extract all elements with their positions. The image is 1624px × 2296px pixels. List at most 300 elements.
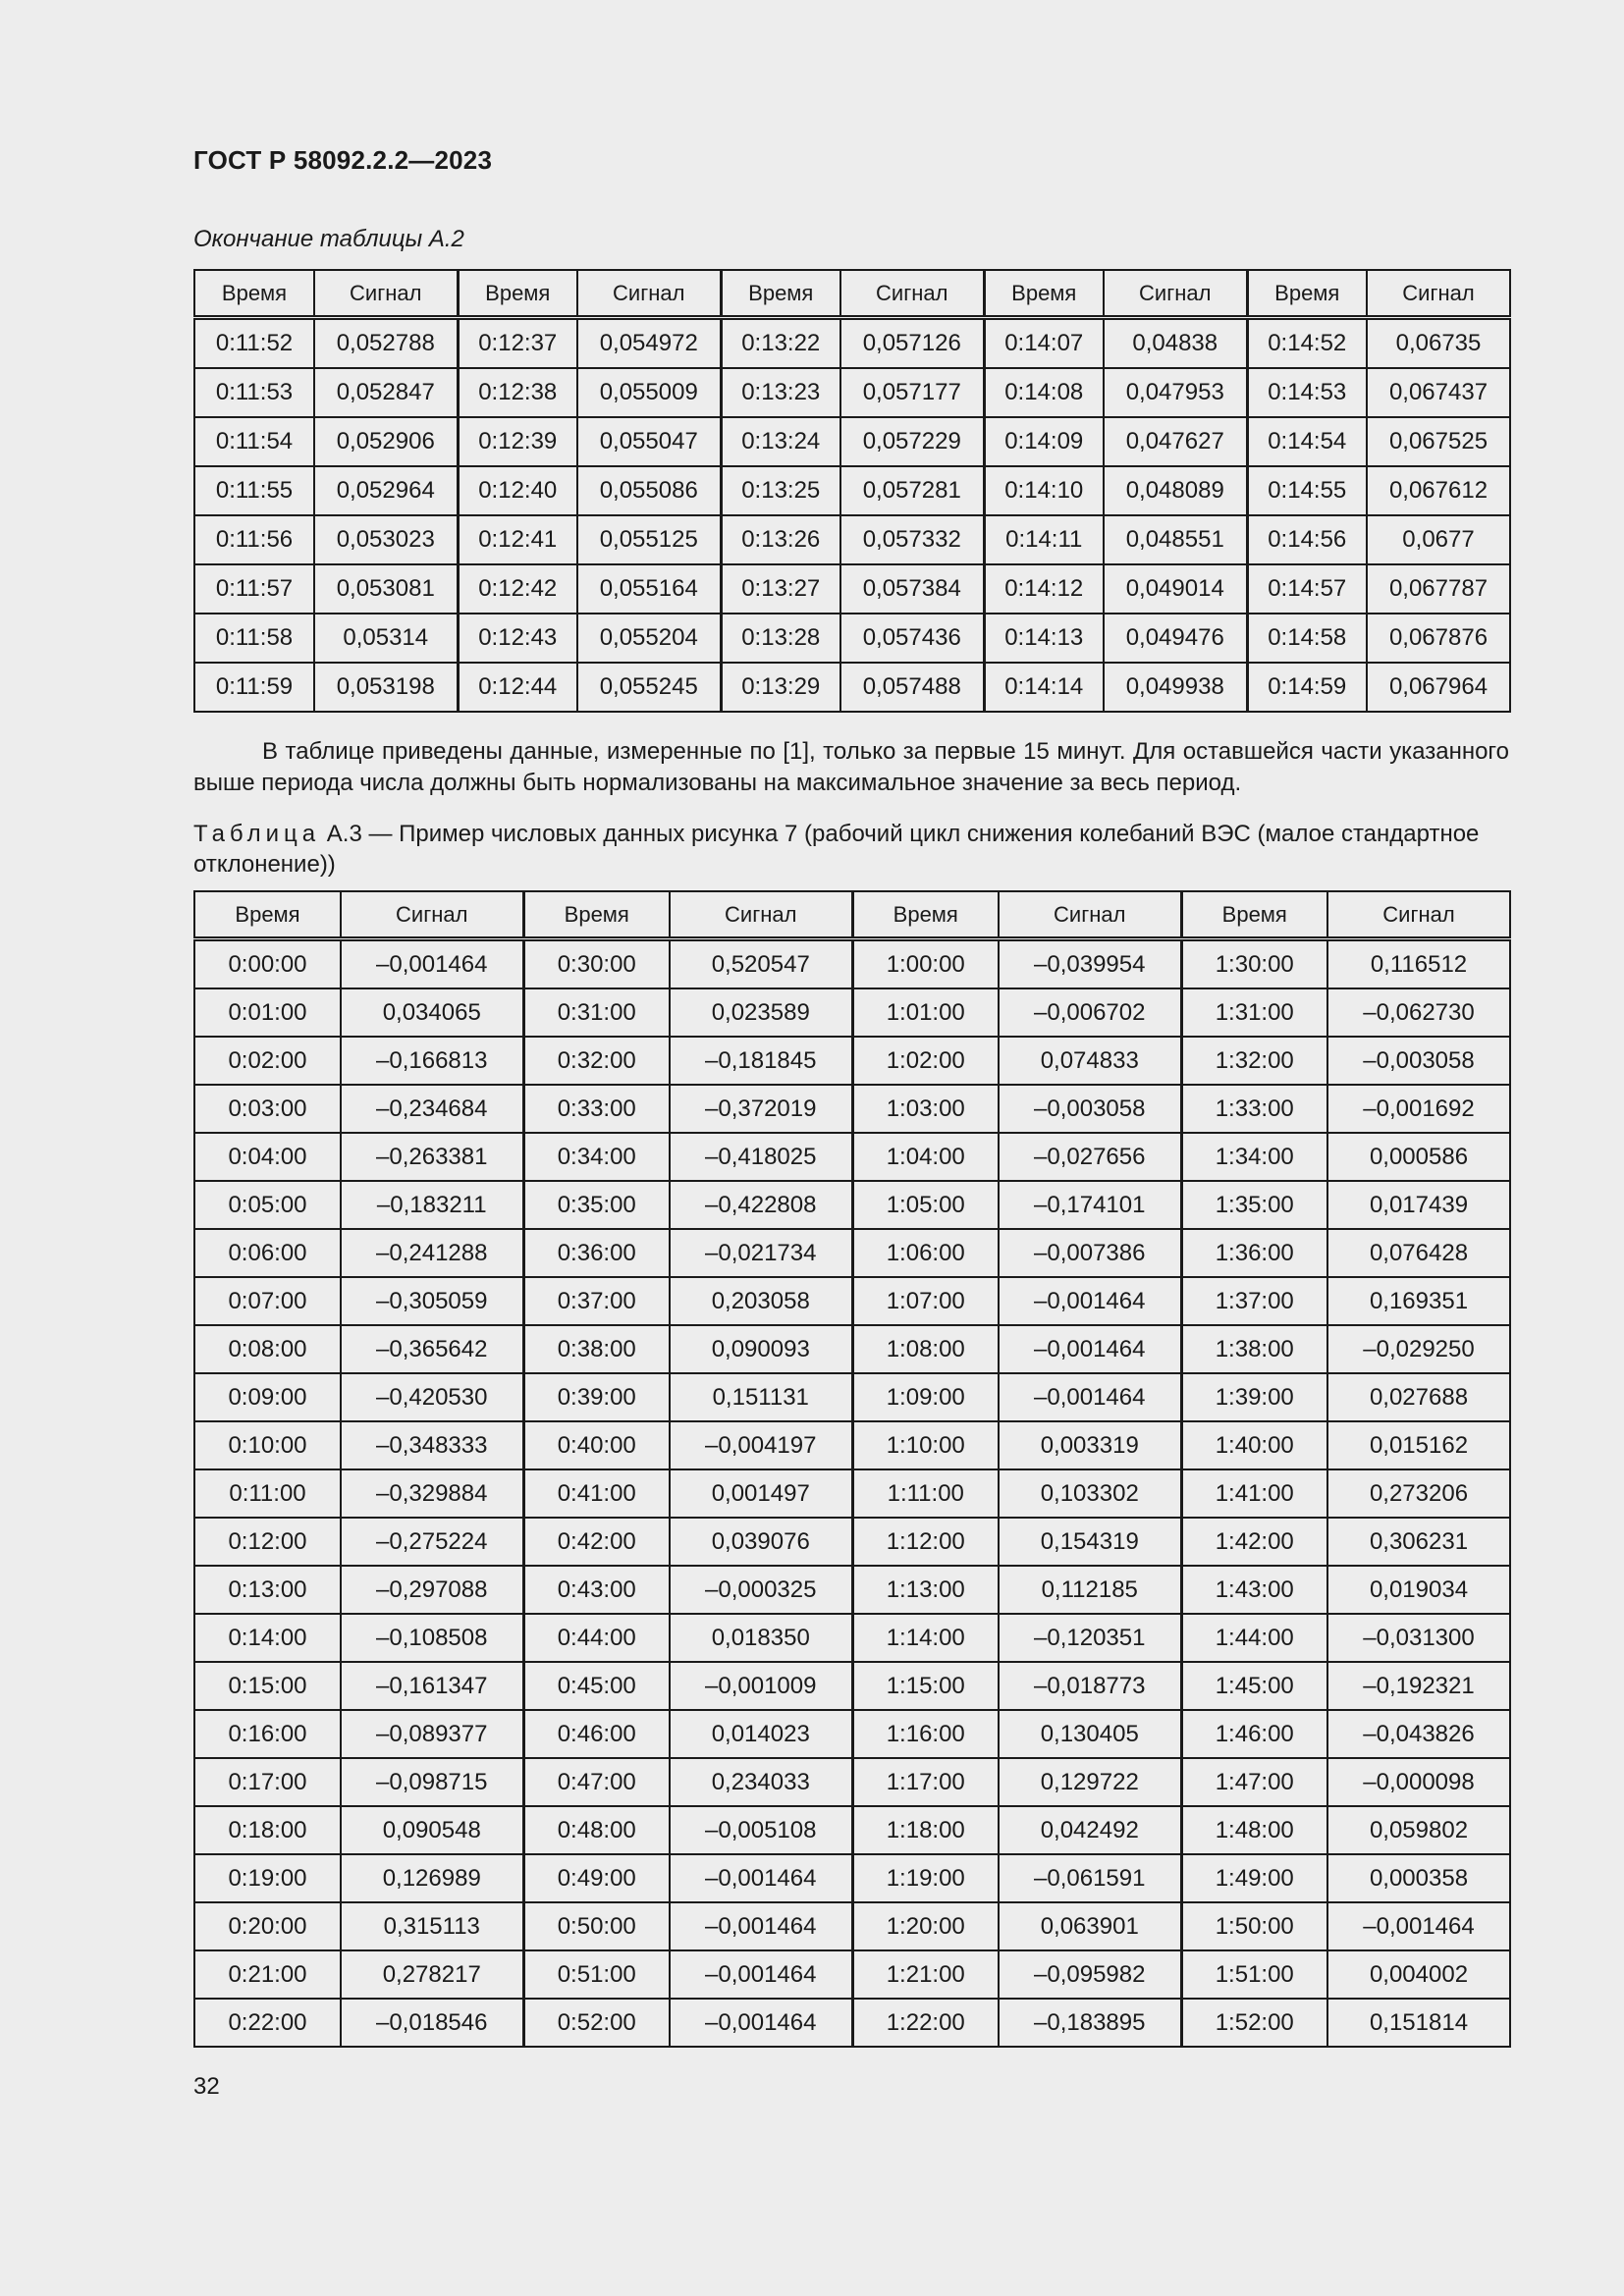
signal-cell: 0,055125	[577, 515, 721, 564]
signal-cell: –0,001464	[670, 1999, 852, 2047]
time-cell: 1:09:00	[852, 1373, 999, 1421]
signal-cell: –0,000098	[1327, 1758, 1510, 1806]
signal-cell: –0,001009	[670, 1662, 852, 1710]
signal-cell: –0,089377	[341, 1710, 523, 1758]
time-cell: 0:13:25	[721, 466, 840, 515]
signal-cell: 0,057384	[840, 564, 984, 614]
time-cell: 0:12:40	[458, 466, 577, 515]
signal-cell: –0,095982	[999, 1950, 1181, 1999]
time-cell: 1:34:00	[1181, 1133, 1327, 1181]
time-cell: 0:12:37	[458, 318, 577, 369]
signal-cell: 0,520547	[670, 939, 852, 989]
signal-cell: –0,006702	[999, 988, 1181, 1037]
signal-cell: 0,034065	[341, 988, 523, 1037]
signal-cell: 0,055009	[577, 368, 721, 417]
signal-cell: 0,04838	[1104, 318, 1247, 369]
signal-cell: –0,039954	[999, 939, 1181, 989]
body-paragraph	[193, 736, 1509, 799]
signal-cell: –0,365642	[341, 1325, 523, 1373]
time-cell: 1:30:00	[1181, 939, 1327, 989]
table-row	[194, 614, 1510, 663]
time-cell: 1:03:00	[852, 1085, 999, 1133]
signal-cell: 0,000358	[1327, 1854, 1510, 1902]
column-header: Время	[984, 270, 1104, 318]
signal-cell: 0,055086	[577, 466, 721, 515]
column-header: Время	[458, 270, 577, 318]
signal-cell: 0,052964	[314, 466, 458, 515]
signal-cell: 0,057436	[840, 614, 984, 663]
table-row	[194, 1854, 1510, 1902]
time-cell: 0:19:00	[194, 1854, 341, 1902]
time-cell: 0:51:00	[523, 1950, 670, 1999]
table-row	[194, 1662, 1510, 1710]
signal-cell: –0,420530	[341, 1373, 523, 1421]
signal-cell: –0,001464	[341, 939, 523, 989]
time-cell: 1:33:00	[1181, 1085, 1327, 1133]
time-cell: 0:10:00	[194, 1421, 341, 1469]
table-a3	[193, 890, 1511, 2048]
signal-cell: 0,057177	[840, 368, 984, 417]
time-cell: 0:16:00	[194, 1710, 341, 1758]
signal-cell: –0,018773	[999, 1662, 1181, 1710]
table-row	[194, 368, 1510, 417]
signal-cell: –0,018546	[341, 1999, 523, 2047]
time-cell: 1:20:00	[852, 1902, 999, 1950]
time-cell: 0:11:57	[194, 564, 314, 614]
time-cell: 0:13:22	[721, 318, 840, 369]
time-cell: 1:36:00	[1181, 1229, 1327, 1277]
time-cell: 1:45:00	[1181, 1662, 1327, 1710]
signal-cell: –0,001464	[670, 1854, 852, 1902]
signal-cell: 0,017439	[1327, 1181, 1510, 1229]
time-cell: 0:14:59	[1247, 663, 1367, 712]
time-cell: 0:07:00	[194, 1277, 341, 1325]
table-a2	[193, 269, 1511, 713]
signal-cell: –0,021734	[670, 1229, 852, 1277]
time-cell: 0:12:43	[458, 614, 577, 663]
column-header: Сигнал	[1367, 270, 1510, 318]
signal-cell: 0,234033	[670, 1758, 852, 1806]
time-cell: 0:14:00	[194, 1614, 341, 1662]
signal-cell: 0,003319	[999, 1421, 1181, 1469]
signal-cell: 0,042492	[999, 1806, 1181, 1854]
time-cell: 0:14:55	[1247, 466, 1367, 515]
time-cell: 1:16:00	[852, 1710, 999, 1758]
time-cell: 1:17:00	[852, 1758, 999, 1806]
table-row	[194, 1902, 1510, 1950]
time-cell: 1:13:00	[852, 1566, 999, 1614]
signal-cell: 0,0677	[1367, 515, 1510, 564]
time-cell: 0:14:57	[1247, 564, 1367, 614]
signal-cell: –0,029250	[1327, 1325, 1510, 1373]
column-header: Сигнал	[341, 891, 523, 939]
signal-cell: 0,315113	[341, 1902, 523, 1950]
time-cell: 0:43:00	[523, 1566, 670, 1614]
time-cell: 1:50:00	[1181, 1902, 1327, 1950]
time-cell: 0:22:00	[194, 1999, 341, 2047]
time-cell: 1:10:00	[852, 1421, 999, 1469]
table-a2-caption: Окончание таблицы А.2	[193, 226, 464, 252]
time-cell: 1:18:00	[852, 1806, 999, 1854]
time-cell: 0:11:00	[194, 1469, 341, 1518]
time-cell: 0:11:58	[194, 614, 314, 663]
signal-cell: 0,049938	[1104, 663, 1247, 712]
signal-cell: 0,053023	[314, 515, 458, 564]
time-cell: 0:14:13	[984, 614, 1104, 663]
signal-cell: 0,048089	[1104, 466, 1247, 515]
signal-cell: –0,003058	[1327, 1037, 1510, 1085]
signal-cell: –0,166813	[341, 1037, 523, 1085]
signal-cell: 0,273206	[1327, 1469, 1510, 1518]
time-cell: 0:14:53	[1247, 368, 1367, 417]
time-cell: 0:12:44	[458, 663, 577, 712]
time-cell: 0:50:00	[523, 1902, 670, 1950]
column-header: Сигнал	[314, 270, 458, 318]
signal-cell: 0,055204	[577, 614, 721, 663]
time-cell: 0:44:00	[523, 1614, 670, 1662]
table-row	[194, 1133, 1510, 1181]
signal-cell: 0,151814	[1327, 1999, 1510, 2047]
signal-cell: 0,000586	[1327, 1133, 1510, 1181]
column-header: Время	[852, 891, 999, 939]
signal-cell: 0,151131	[670, 1373, 852, 1421]
signal-cell: 0,059802	[1327, 1806, 1510, 1854]
signal-cell: –0,000325	[670, 1566, 852, 1614]
time-cell: 0:14:52	[1247, 318, 1367, 369]
signal-cell: –0,001464	[670, 1950, 852, 1999]
time-cell: 0:36:00	[523, 1229, 670, 1277]
signal-cell: –0,297088	[341, 1566, 523, 1614]
time-cell: 1:38:00	[1181, 1325, 1327, 1373]
signal-cell: 0,048551	[1104, 515, 1247, 564]
time-cell: 0:30:00	[523, 939, 670, 989]
table-a3-caption	[193, 819, 1509, 880]
time-cell: 0:14:14	[984, 663, 1104, 712]
time-cell: 1:39:00	[1181, 1373, 1327, 1421]
signal-cell: –0,174101	[999, 1181, 1181, 1229]
column-header: Сигнал	[670, 891, 852, 939]
signal-cell: 0,047627	[1104, 417, 1247, 466]
signal-cell: –0,001464	[1327, 1902, 1510, 1950]
signal-cell: 0,090093	[670, 1325, 852, 1373]
column-header: Время	[194, 270, 314, 318]
signal-cell: 0,055245	[577, 663, 721, 712]
table-row	[194, 1469, 1510, 1518]
time-cell: 0:12:39	[458, 417, 577, 466]
signal-cell: –0,234684	[341, 1085, 523, 1133]
time-cell: 0:46:00	[523, 1710, 670, 1758]
time-cell: 0:14:09	[984, 417, 1104, 466]
signal-cell: 0,076428	[1327, 1229, 1510, 1277]
signal-cell: 0,055047	[577, 417, 721, 466]
signal-cell: 0,054972	[577, 318, 721, 369]
time-cell: 0:14:07	[984, 318, 1104, 369]
time-cell: 0:21:00	[194, 1950, 341, 1999]
time-cell: 0:13:26	[721, 515, 840, 564]
column-header: Сигнал	[840, 270, 984, 318]
time-cell: 1:49:00	[1181, 1854, 1327, 1902]
time-cell: 0:08:00	[194, 1325, 341, 1373]
table-row	[194, 417, 1510, 466]
signal-cell: –0,372019	[670, 1085, 852, 1133]
signal-cell: –0,108508	[341, 1614, 523, 1662]
signal-cell: 0,057488	[840, 663, 984, 712]
signal-cell: 0,055164	[577, 564, 721, 614]
column-header: Сигнал	[1327, 891, 1510, 939]
signal-cell: –0,031300	[1327, 1614, 1510, 1662]
time-cell: 0:11:52	[194, 318, 314, 369]
signal-cell: –0,161347	[341, 1662, 523, 1710]
table-row	[194, 1181, 1510, 1229]
table-row	[194, 466, 1510, 515]
table-row	[194, 1999, 1510, 2047]
time-cell: 0:13:00	[194, 1566, 341, 1614]
time-cell: 0:31:00	[523, 988, 670, 1037]
signal-cell: 0,074833	[999, 1037, 1181, 1085]
signal-cell: –0,305059	[341, 1277, 523, 1325]
signal-cell: 0,018350	[670, 1614, 852, 1662]
column-header: Время	[721, 270, 840, 318]
time-cell: 1:40:00	[1181, 1421, 1327, 1469]
time-cell: 0:11:56	[194, 515, 314, 564]
signal-cell: –0,120351	[999, 1614, 1181, 1662]
signal-cell: 0,06735	[1367, 318, 1510, 369]
table-a3-caption-text: А.3 — Пример числовых данных рисунка 7 (рабочий цикл снижения колебаний ВЭС (малое стандартное отклонение))	[193, 821, 1480, 878]
time-cell: 1:00:00	[852, 939, 999, 989]
table-row	[194, 1277, 1510, 1325]
time-cell: 1:31:00	[1181, 988, 1327, 1037]
signal-cell: 0,057281	[840, 466, 984, 515]
table-row	[194, 1421, 1510, 1469]
time-cell: 0:13:27	[721, 564, 840, 614]
table-row	[194, 1614, 1510, 1662]
time-cell: 0:13:24	[721, 417, 840, 466]
time-cell: 1:44:00	[1181, 1614, 1327, 1662]
time-cell: 0:14:54	[1247, 417, 1367, 466]
signal-cell: 0,169351	[1327, 1277, 1510, 1325]
signal-cell: –0,005108	[670, 1806, 852, 1854]
time-cell: 1:37:00	[1181, 1277, 1327, 1325]
time-cell: 0:12:42	[458, 564, 577, 614]
time-cell: 1:04:00	[852, 1133, 999, 1181]
column-header: Время	[523, 891, 670, 939]
signal-cell: –0,001464	[999, 1325, 1181, 1373]
table-row	[194, 663, 1510, 712]
time-cell: 1:08:00	[852, 1325, 999, 1373]
time-cell: 0:13:28	[721, 614, 840, 663]
signal-cell: 0,052847	[314, 368, 458, 417]
column-header: Время	[1181, 891, 1327, 939]
time-cell: 0:14:10	[984, 466, 1104, 515]
time-cell: 1:35:00	[1181, 1181, 1327, 1229]
signal-cell: 0,047953	[1104, 368, 1247, 417]
time-cell: 0:04:00	[194, 1133, 341, 1181]
column-header: Сигнал	[1104, 270, 1247, 318]
signal-cell: –0,241288	[341, 1229, 523, 1277]
table-row	[194, 1037, 1510, 1085]
document-header: ГОСТ Р 58092.2.2—2023	[193, 145, 493, 175]
time-cell: 0:05:00	[194, 1181, 341, 1229]
table-row	[194, 318, 1510, 369]
signal-cell: 0,067437	[1367, 368, 1510, 417]
time-cell: 1:14:00	[852, 1614, 999, 1662]
signal-cell: 0,278217	[341, 1950, 523, 1999]
signal-cell: 0,126989	[341, 1854, 523, 1902]
signal-cell: –0,061591	[999, 1854, 1181, 1902]
signal-cell: –0,263381	[341, 1133, 523, 1181]
column-header: Сигнал	[999, 891, 1181, 939]
table-row	[194, 1373, 1510, 1421]
signal-cell: 0,014023	[670, 1710, 852, 1758]
time-cell: 0:14:58	[1247, 614, 1367, 663]
signal-cell: 0,067525	[1367, 417, 1510, 466]
signal-cell: –0,001464	[670, 1902, 852, 1950]
column-header: Сигнал	[577, 270, 721, 318]
signal-cell: –0,348333	[341, 1421, 523, 1469]
signal-cell: 0,306231	[1327, 1518, 1510, 1566]
signal-cell: 0,203058	[670, 1277, 852, 1325]
time-cell: 1:11:00	[852, 1469, 999, 1518]
time-cell: 0:52:00	[523, 1999, 670, 2047]
signal-cell: –0,181845	[670, 1037, 852, 1085]
time-cell: 1:21:00	[852, 1950, 999, 1999]
signal-cell: 0,112185	[999, 1566, 1181, 1614]
signal-cell: –0,001464	[999, 1373, 1181, 1421]
signal-cell: 0,129722	[999, 1758, 1181, 1806]
time-cell: 1:47:00	[1181, 1758, 1327, 1806]
time-cell: 0:11:59	[194, 663, 314, 712]
table-row	[194, 564, 1510, 614]
signal-cell: 0,053198	[314, 663, 458, 712]
signal-cell: –0,004197	[670, 1421, 852, 1469]
time-cell: 1:12:00	[852, 1518, 999, 1566]
time-cell: 0:42:00	[523, 1518, 670, 1566]
time-cell: 0:12:00	[194, 1518, 341, 1566]
time-cell: 1:07:00	[852, 1277, 999, 1325]
time-cell: 0:02:00	[194, 1037, 341, 1085]
signal-cell: 0,027688	[1327, 1373, 1510, 1421]
table-row	[194, 988, 1510, 1037]
time-cell: 0:01:00	[194, 988, 341, 1037]
table-row	[194, 1710, 1510, 1758]
time-cell: 0:32:00	[523, 1037, 670, 1085]
signal-cell: 0,049476	[1104, 614, 1247, 663]
signal-cell: 0,049014	[1104, 564, 1247, 614]
signal-cell: 0,063901	[999, 1902, 1181, 1950]
table-row	[194, 1229, 1510, 1277]
time-cell: 0:00:00	[194, 939, 341, 989]
signal-cell: 0,067787	[1367, 564, 1510, 614]
time-cell: 0:47:00	[523, 1758, 670, 1806]
signal-cell: 0,053081	[314, 564, 458, 614]
time-cell: 1:41:00	[1181, 1469, 1327, 1518]
time-cell: 0:34:00	[523, 1133, 670, 1181]
table-a3-caption-label: Таблица	[193, 821, 321, 847]
signal-cell: –0,329884	[341, 1469, 523, 1518]
time-cell: 0:11:55	[194, 466, 314, 515]
time-cell: 1:43:00	[1181, 1566, 1327, 1614]
signal-cell: 0,067964	[1367, 663, 1510, 712]
signal-cell: 0,116512	[1327, 939, 1510, 989]
time-cell: 0:12:38	[458, 368, 577, 417]
signal-cell: 0,052788	[314, 318, 458, 369]
time-cell: 0:03:00	[194, 1085, 341, 1133]
time-cell: 1:52:00	[1181, 1999, 1327, 2047]
time-cell: 0:38:00	[523, 1325, 670, 1373]
time-cell: 1:46:00	[1181, 1710, 1327, 1758]
table-row	[194, 1758, 1510, 1806]
signal-cell: –0,003058	[999, 1085, 1181, 1133]
signal-cell: 0,057229	[840, 417, 984, 466]
signal-cell: –0,275224	[341, 1518, 523, 1566]
time-cell: 0:15:00	[194, 1662, 341, 1710]
signal-cell: –0,007386	[999, 1229, 1181, 1277]
time-cell: 0:13:29	[721, 663, 840, 712]
time-cell: 0:18:00	[194, 1806, 341, 1854]
time-cell: 0:17:00	[194, 1758, 341, 1806]
signal-cell: –0,001692	[1327, 1085, 1510, 1133]
table-row	[194, 1806, 1510, 1854]
signal-cell: 0,067876	[1367, 614, 1510, 663]
time-cell: 1:06:00	[852, 1229, 999, 1277]
signal-cell: 0,019034	[1327, 1566, 1510, 1614]
signal-cell: 0,001497	[670, 1469, 852, 1518]
signal-cell: –0,183211	[341, 1181, 523, 1229]
signal-cell: –0,001464	[999, 1277, 1181, 1325]
signal-cell: 0,067612	[1367, 466, 1510, 515]
time-cell: 0:14:08	[984, 368, 1104, 417]
time-cell: 0:14:12	[984, 564, 1104, 614]
signal-cell: –0,027656	[999, 1133, 1181, 1181]
table-row	[194, 1085, 1510, 1133]
table-row	[194, 515, 1510, 564]
time-cell: 1:19:00	[852, 1854, 999, 1902]
table-row	[194, 1518, 1510, 1566]
time-cell: 0:45:00	[523, 1662, 670, 1710]
time-cell: 0:33:00	[523, 1085, 670, 1133]
column-header: Время	[194, 891, 341, 939]
table-row	[194, 1566, 1510, 1614]
time-cell: 0:49:00	[523, 1854, 670, 1902]
signal-cell: –0,192321	[1327, 1662, 1510, 1710]
signal-cell: 0,130405	[999, 1710, 1181, 1758]
time-cell: 1:02:00	[852, 1037, 999, 1085]
time-cell: 0:12:41	[458, 515, 577, 564]
page-number: 32	[193, 2073, 220, 2100]
time-cell: 1:15:00	[852, 1662, 999, 1710]
signal-cell: 0,103302	[999, 1469, 1181, 1518]
table-a2-header-row	[194, 270, 1510, 318]
signal-cell: –0,062730	[1327, 988, 1510, 1037]
time-cell: 0:14:11	[984, 515, 1104, 564]
time-cell: 0:13:23	[721, 368, 840, 417]
signal-cell: 0,154319	[999, 1518, 1181, 1566]
time-cell: 0:09:00	[194, 1373, 341, 1421]
time-cell: 1:48:00	[1181, 1806, 1327, 1854]
time-cell: 1:51:00	[1181, 1950, 1327, 1999]
time-cell: 1:05:00	[852, 1181, 999, 1229]
time-cell: 0:40:00	[523, 1421, 670, 1469]
signal-cell: 0,05314	[314, 614, 458, 663]
signal-cell: 0,052906	[314, 417, 458, 466]
signal-cell: –0,418025	[670, 1133, 852, 1181]
time-cell: 1:22:00	[852, 1999, 999, 2047]
time-cell: 1:32:00	[1181, 1037, 1327, 1085]
signal-cell: –0,098715	[341, 1758, 523, 1806]
signal-cell: 0,023589	[670, 988, 852, 1037]
signal-cell: 0,057332	[840, 515, 984, 564]
time-cell: 0:48:00	[523, 1806, 670, 1854]
